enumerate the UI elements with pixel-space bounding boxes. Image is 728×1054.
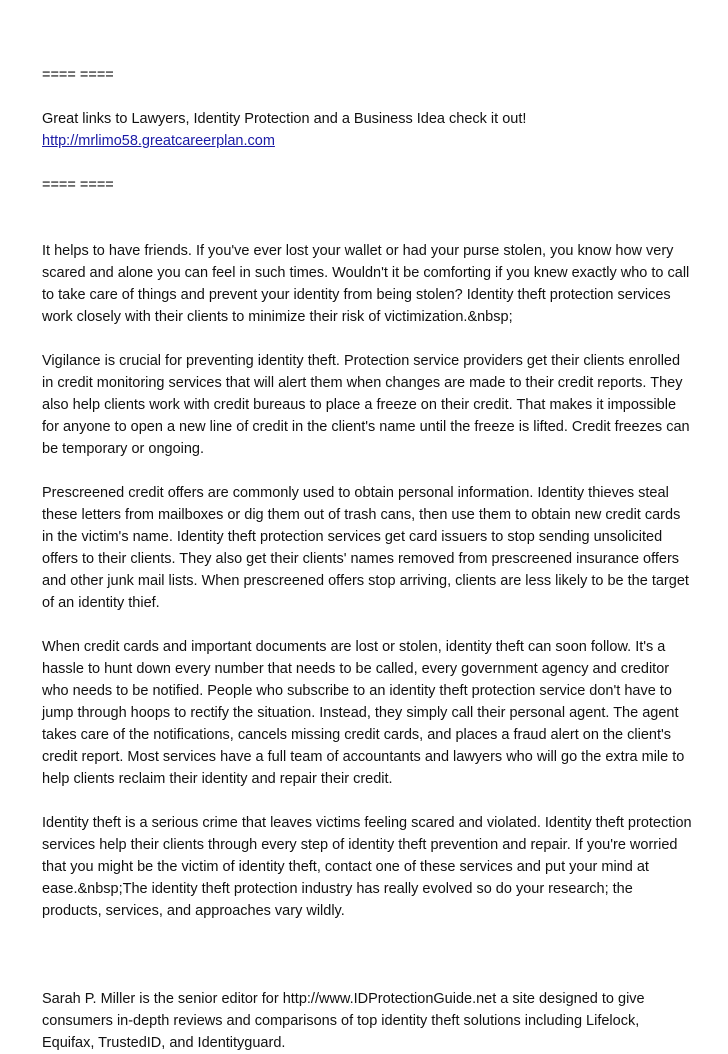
promo-text: Great links to Lawyers, Identity Protection and a Business Idea check it out! [42,111,527,127]
article-body [42,240,692,922]
paragraph: Prescreened credit offers are commonly used to obtain personal information. Identity thieves steal these letters from mailboxes or dig them out of trash cans, then use them to obtain new credit cards in the victim's name. Identity theft protection services get card issuers to stop sending unsolicited offers to their clients. They also get their clients' names removed from prescreened insurance offers and other junk mail lists. When prescreened offers stop arriving, clients are less likely to be the target of an identity thief. [42,485,689,611]
paragraph: Vigilance is crucial for preventing identity theft. Protection service providers get their clients enrolled in credit monitoring services that will alert them when changes are made to their credit reports. They also help clients work with credit bureaus to place a freeze on their credit. That makes it impossible for anyone to open a new line of credit in the client's name until the freeze is lifted. Credit freezes can be temporary or ongoing. [42,353,690,457]
paragraph: When credit cards and important documents are lost or stolen, identity theft can soon follow. It's a hassle to hunt down every number that needs to be called, every government agency and creditor who needs to be notified. People who subscribe to an identity theft protection service don't have to jump through hoops to rectify the situation. Instead, they simply call their personal agent. The agent takes care of the notifications, cancels missing credit cards, and places a fraud alert on the client's credit report. Most services have a full team of accountants and lawyers who will go the extra mile to help clients reclaim their identity and repair their credit. [42,639,685,787]
paragraph: Identity theft is a serious crime that leaves victims feeling scared and violated. Identity theft protection services help their clients through every step of identity theft prevention and repair. If you're worried that you might be the victim of identity theft, contact one of these services and put your mind at ease.&nbsp;The identity theft protection industry has really evolved so do your research; the products, services, and approaches vary wildly. [42,815,692,919]
separator-top: ==== ==== [42,67,114,83]
promo-block [42,108,692,152]
author-bio: Sarah P. Miller is the senior editor for http://www.IDProtectionGuide.net a site designed to give consumers in-depth reviews and comparisons of top identity theft solutions including Lifelock, Equifax, TrustedID, and Identityguard. [42,991,645,1051]
promo-link[interactable]: http://mrlimo58.greatcareerplan.com [42,133,275,149]
separator-bottom: ==== ==== [42,177,114,193]
author-bio-block [42,988,692,1054]
document-page [42,64,692,1054]
paragraph: It helps to have friends. If you've ever lost your wallet or had your purse stolen, you know how very scared and alone you can feel in such times. Wouldn't it be comforting if you knew exactly who to call to take care of things and prevent your identity from being stolen? Identity theft protection services work closely with their clients to minimize their risk of victimization.&nbsp; [42,243,690,325]
